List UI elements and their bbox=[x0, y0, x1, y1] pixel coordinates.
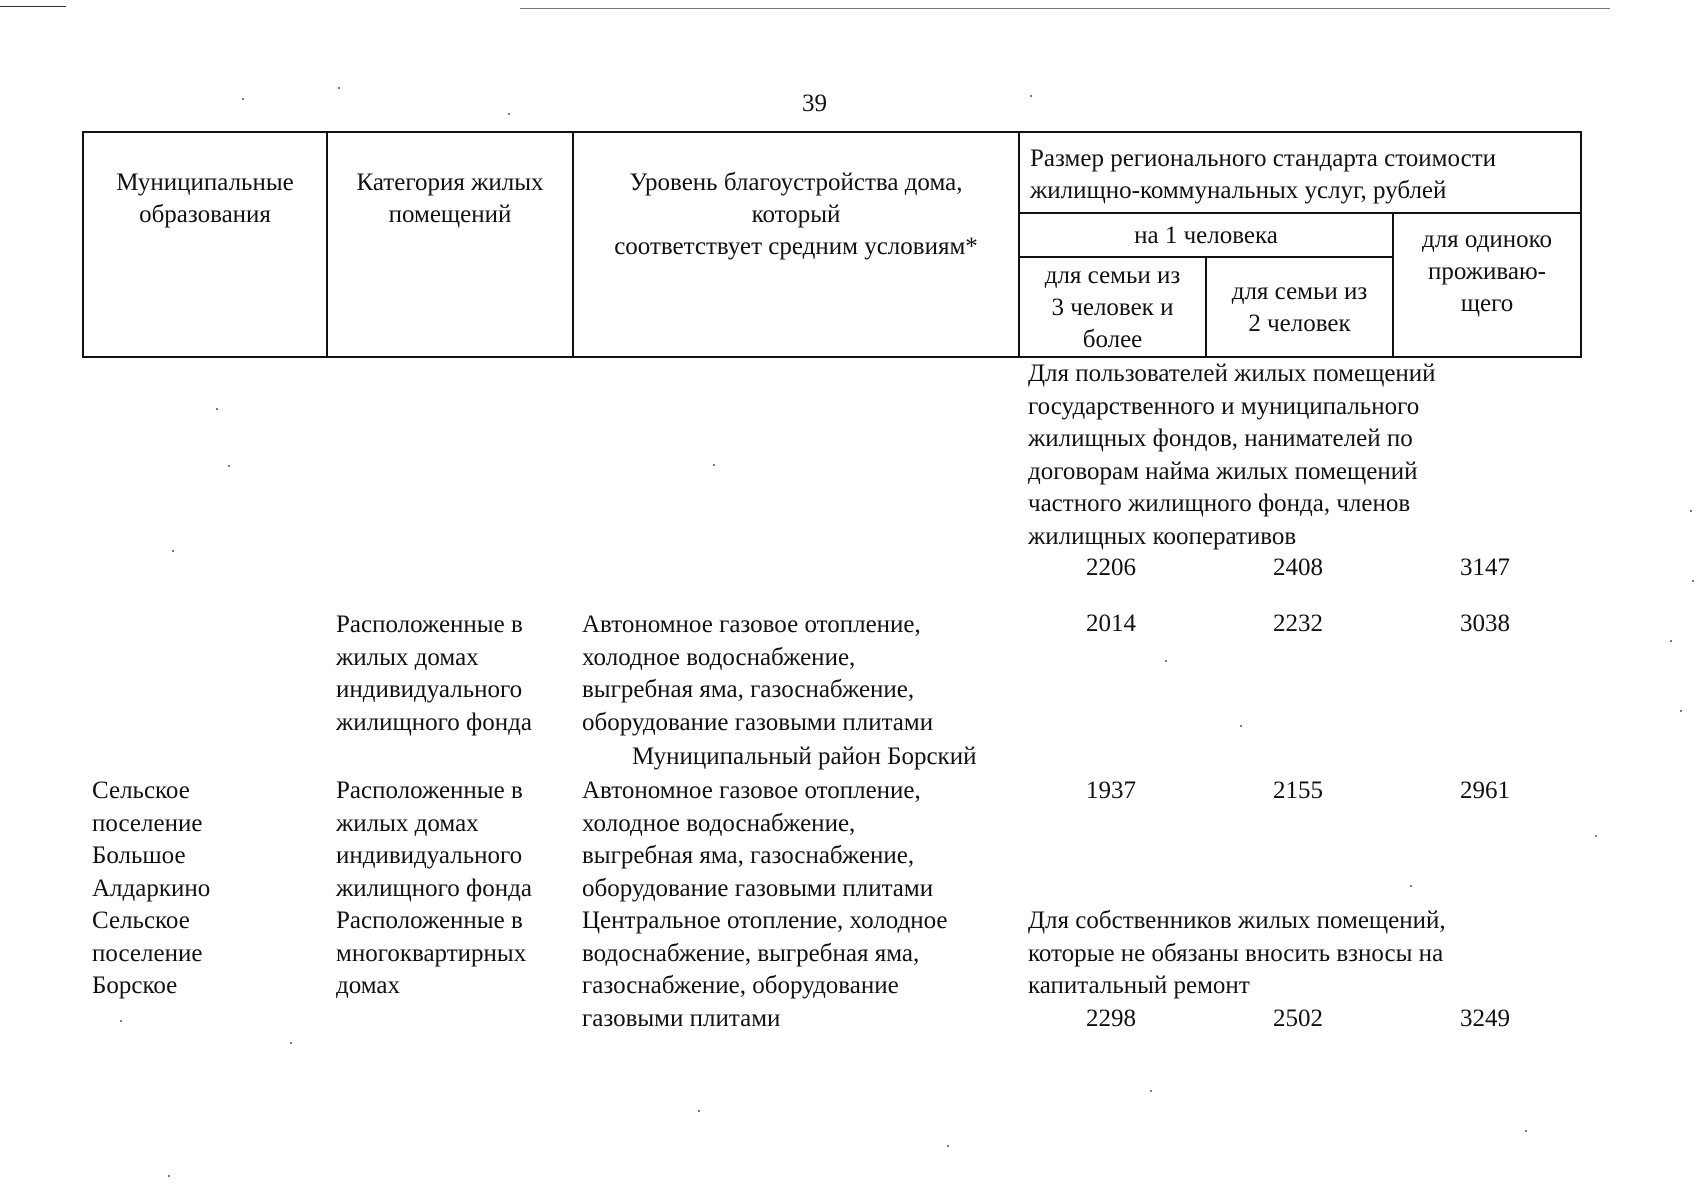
row2-category: Расположенные в жилых домах индивидуального жилищного фонда bbox=[336, 777, 532, 902]
row2-municipal: Сельское поселение Большое Алдаркино bbox=[92, 777, 211, 902]
header-family3: для семьи из 3 человек и более bbox=[1019, 257, 1206, 357]
scan-speck bbox=[228, 465, 230, 467]
district-title: Муниципальный район Борский bbox=[632, 743, 977, 770]
scan-speck bbox=[1030, 95, 1032, 97]
header-municipal: Муниципальные образования bbox=[83, 132, 327, 357]
header-category: Категория жилых помещений bbox=[327, 132, 573, 357]
scan-speck bbox=[120, 1020, 122, 1022]
value-family3: 2298 bbox=[1086, 1005, 1136, 1032]
value-family2: 2502 bbox=[1273, 1005, 1323, 1032]
row2-level: Автономное газовое отопление, холодное водоснабжение, выгребная яма, газоснабжение, оборудование газовыми плитами bbox=[582, 777, 934, 902]
value-family2: 2155 bbox=[1273, 777, 1323, 804]
scan-speck bbox=[1525, 1130, 1527, 1132]
header-family2: для семьи из 2 человек bbox=[1206, 257, 1393, 357]
section-note-owners: Для собственников жилых помещений, которые не обязаны вносить взносы на капитальный ремонт bbox=[1028, 907, 1446, 999]
header-per-person: на 1 человека bbox=[1019, 213, 1393, 257]
scan-edge-line bbox=[520, 8, 1610, 9]
scan-speck bbox=[1680, 710, 1682, 712]
row1-category: Расположенные в жилых домах индивидуального жилищного фонда bbox=[336, 611, 532, 736]
row1-level: Автономное газовое отопление, холодное водоснабжение, выгребная яма, газоснабжение, оборудование газовыми плитами bbox=[582, 611, 934, 736]
scan-speck bbox=[338, 87, 340, 89]
scan-speck bbox=[216, 408, 218, 410]
value-family2: 2232 bbox=[1273, 610, 1323, 637]
scan-speck bbox=[172, 550, 174, 552]
scan-speck bbox=[290, 1042, 292, 1044]
scan-speck bbox=[713, 464, 715, 466]
value-single: 3249 bbox=[1460, 1005, 1510, 1032]
scan-speck bbox=[1670, 640, 1672, 642]
value-single: 2961 bbox=[1460, 777, 1510, 804]
row3-category: Расположенные в многоквартирных домах bbox=[336, 907, 527, 999]
table-header bbox=[82, 131, 1582, 358]
scan-speck bbox=[1150, 1090, 1152, 1092]
header-single: для одиноко проживаю- щего bbox=[1393, 213, 1581, 357]
scan-speck bbox=[168, 1175, 170, 1177]
value-family3: 2014 bbox=[1086, 610, 1136, 637]
scan-speck bbox=[698, 1110, 700, 1112]
value-single: 3038 bbox=[1460, 610, 1510, 637]
row3-level: Центральное отопление, холодное водоснабжение, выгребная яма, газоснабжение, оборудование газовыми плитами bbox=[582, 907, 948, 1032]
scan-speck bbox=[1690, 510, 1692, 512]
scan-edge-line bbox=[0, 6, 66, 7]
section-note-tenants: Для пользователей жилых помещений государственного и муниципального жилищных фондов, нанимателей по договорам найма жилых помещений частного жилищного фонда, членов жилищных кооперативов bbox=[1028, 360, 1436, 550]
scan-speck bbox=[1240, 725, 1242, 727]
page-number: 39 bbox=[802, 90, 827, 117]
value-single: 3147 bbox=[1460, 554, 1510, 581]
value-family3: 1937 bbox=[1086, 777, 1136, 804]
value-family3: 2206 bbox=[1086, 554, 1136, 581]
value-family2: 2408 bbox=[1273, 554, 1323, 581]
scan-speck bbox=[508, 113, 510, 115]
scan-speck bbox=[1410, 885, 1412, 887]
scan-speck bbox=[1692, 580, 1694, 582]
header-standard: Размер регионального стандарта стоимости жилищно-коммунальных услуг, рублей bbox=[1019, 132, 1581, 213]
row3-municipal: Сельское поселение Борское bbox=[92, 907, 203, 999]
header-level: Уровень благоустройства дома, который соответствует средним условиям* bbox=[573, 132, 1019, 357]
scan-speck bbox=[1595, 835, 1597, 837]
scan-speck bbox=[242, 98, 244, 100]
scan-speck bbox=[947, 1145, 949, 1147]
scan-speck bbox=[1165, 660, 1167, 662]
